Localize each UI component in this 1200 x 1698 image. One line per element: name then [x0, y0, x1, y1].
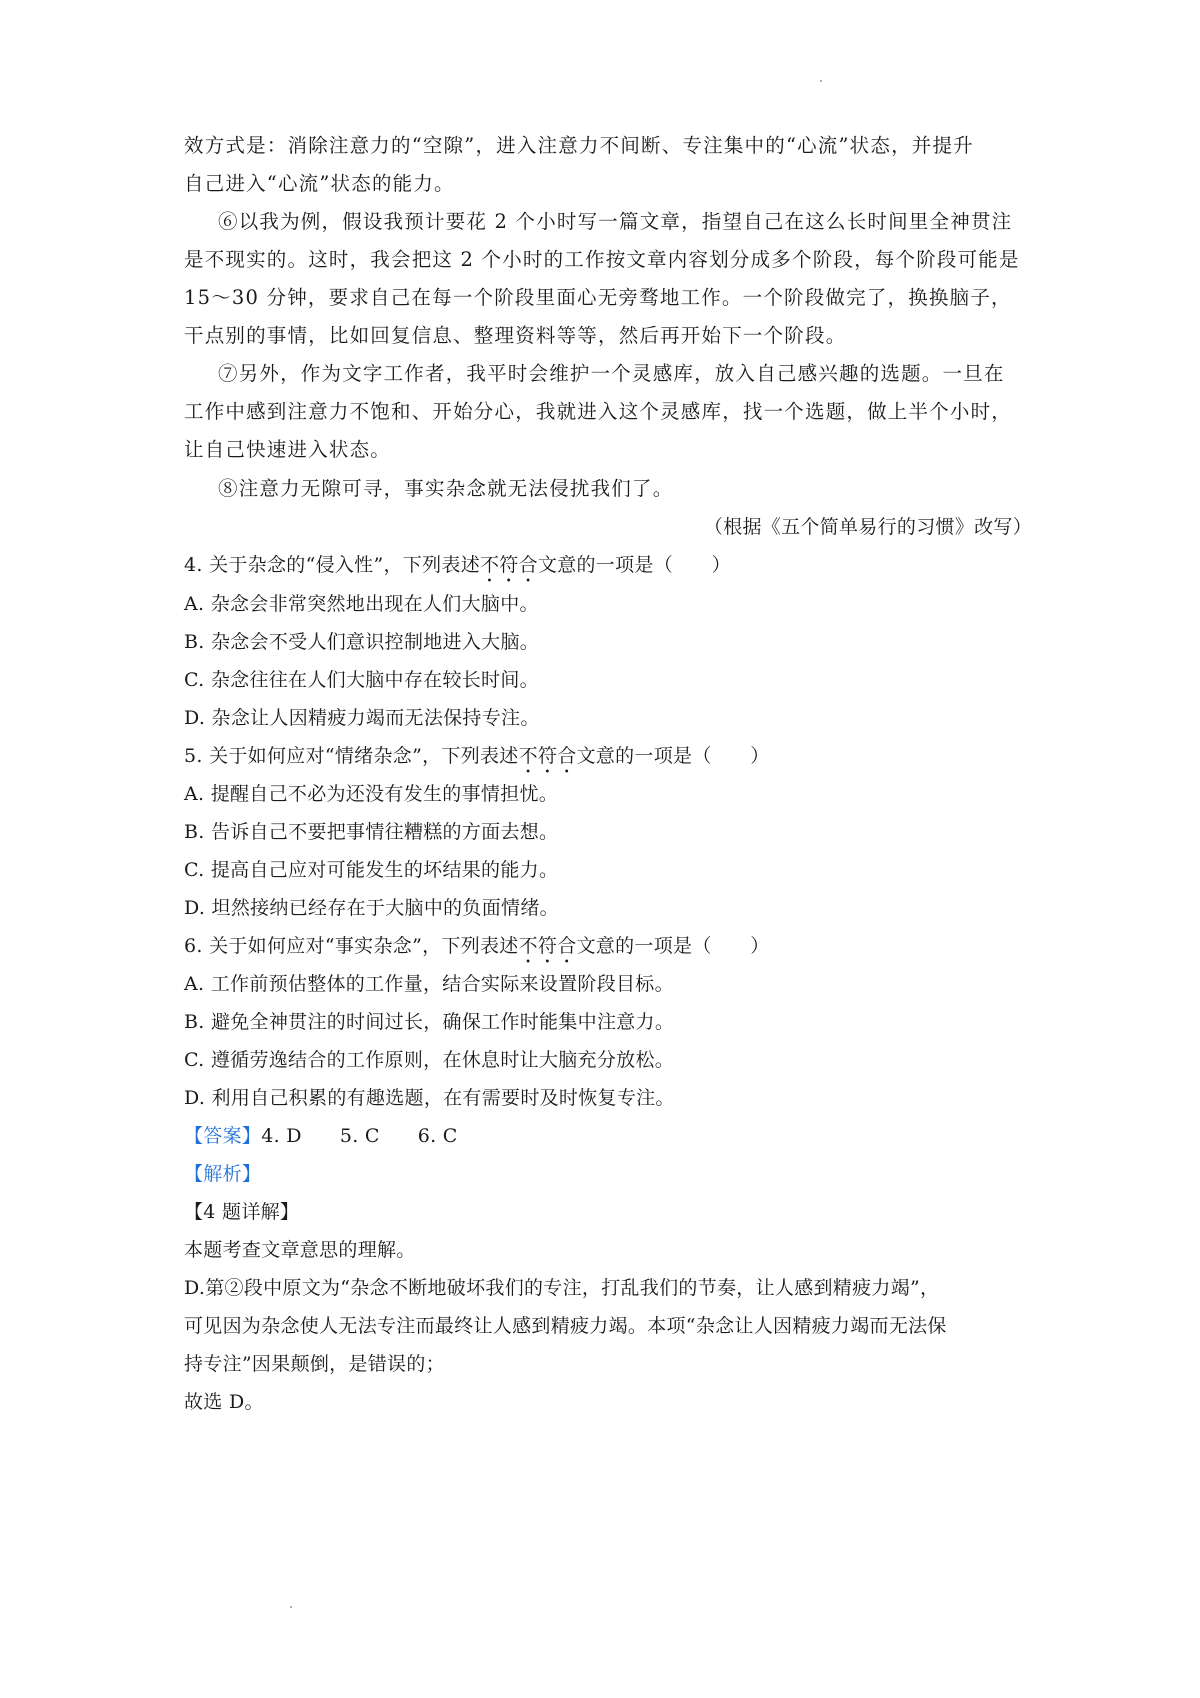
passage-line: 干点别的事情，比如回复信息、整理资料等等，然后再开始下一个阶段。 — [184, 324, 847, 347]
question-option: A. 工作前预估整体的工作量，结合实际来设置阶段目标。 — [184, 973, 674, 995]
stem-emphasis: 不符合 — [480, 554, 538, 576]
stem-text: 6. 关于如何应对“事实杂念”，下列表述 — [184, 935, 519, 957]
question-stem — [184, 744, 1034, 778]
passage-line: 工作中感到注意力不饱和、开始分心，我就进入这个灵感库，找一个选题，做上半个小时， — [184, 400, 1013, 423]
stem-text: 文意的一项是（ ） — [537, 554, 731, 576]
passage-source: （根据《五个简单易行的习惯》改写） — [703, 516, 1032, 538]
stem-text: 5. 关于如何应对“情绪杂念”，下列表述 — [184, 745, 519, 767]
question-option: B. 告诉自己不要把事情往糟糕的方面去想。 — [184, 821, 559, 843]
question-option: C. 提高自己应对可能发生的坏结果的能力。 — [184, 859, 559, 881]
question-option: B. 避免全神贯注的时间过长，确保工作时能集中注意力。 — [184, 1011, 675, 1033]
passage-line: 自己进入“心流”状态的能力。 — [184, 172, 455, 195]
stem-emphasis: 不符合 — [518, 935, 577, 957]
answer-line — [184, 1124, 1034, 1148]
passage-line: ⑥以我为例，假设我预计要花 2 个小时写一篇文章，指望自己在这么长时间里全神贯注 — [218, 210, 1013, 233]
stem-text: 文意的一项是（ ） — [576, 935, 770, 957]
question-option: D. 坦然接纳已经存在于大脑中的负面情绪。 — [184, 897, 559, 919]
question-option: A. 提醒自己不必为还没有发生的事情担忧。 — [184, 783, 559, 805]
analysis-heading: 【4 题详解】 — [184, 1201, 300, 1223]
answer-value: 6. C — [417, 1125, 458, 1147]
question-option: C. 遵循劳逸结合的工作原则，在休息时让大脑充分放松。 — [184, 1049, 675, 1071]
analysis-label: 【解析】 — [184, 1163, 262, 1185]
stem-text: 4. 关于杂念的“侵入性”，下列表述 — [184, 554, 480, 576]
analysis-line: 可见因为杂念使人无法专注而最终让人感到精疲力竭。本项“杂念让人因精疲力竭而无法保 — [184, 1315, 947, 1337]
question-stem — [184, 553, 1034, 587]
stem-text: 文意的一项是（ ） — [576, 745, 770, 767]
analysis-line: D.第②段中原文为“杂念不断地破坏我们的专注，打乱我们的节奏，让人感到精疲力竭”， — [184, 1277, 940, 1299]
scan-speck — [290, 1606, 292, 1608]
question-option: A. 杂念会非常突然地出现在人们大脑中。 — [184, 593, 539, 615]
question-option: D. 杂念让人因精疲力竭而无法保持专注。 — [184, 707, 540, 729]
passage-line: ⑦另外，作为文字工作者，我平时会维护一个灵感库，放入自己感兴趣的选题。一旦在 — [218, 362, 1005, 385]
passage-line: 效方式是：消除注意力的“空隙”，进入注意力不间断、专注集中的“心流”状态，并提升 — [184, 134, 974, 157]
passage-line: ⑧注意力无隙可寻，事实杂念就无法侵扰我们了。 — [218, 477, 674, 500]
question-option: D. 利用自己积累的有趣选题，在有需要时及时恢复专注。 — [184, 1087, 675, 1109]
question-stem — [184, 934, 1034, 968]
passage-line: 15～30 分钟，要求自己在每一个阶段里面心无旁骛地工作。一个阶段做完了，换换脑子， — [184, 286, 1012, 309]
question-option: C. 杂念往往在人们大脑中存在较长时间。 — [184, 669, 539, 691]
analysis-line: 持专注”因果颠倒，是错误的； — [184, 1353, 445, 1375]
stem-emphasis: 不符合 — [518, 745, 577, 767]
answer-value: 4. D — [261, 1125, 302, 1147]
passage-line: 是不现实的。这时，我会把这 2 个小时的工作按文章内容划分成多个阶段，每个阶段可能是 — [184, 248, 1020, 271]
question-option: B. 杂念会不受人们意识控制地进入大脑。 — [184, 631, 540, 653]
answer-label: 【答案】 — [184, 1125, 262, 1147]
scan-speck — [820, 80, 822, 82]
answer-value: 5. C — [339, 1125, 380, 1147]
analysis-line: 本题考查文章意思的理解。 — [184, 1239, 416, 1261]
passage-line: 让自己快速进入状态。 — [184, 438, 392, 461]
analysis-line: 故选 D。 — [184, 1391, 264, 1413]
